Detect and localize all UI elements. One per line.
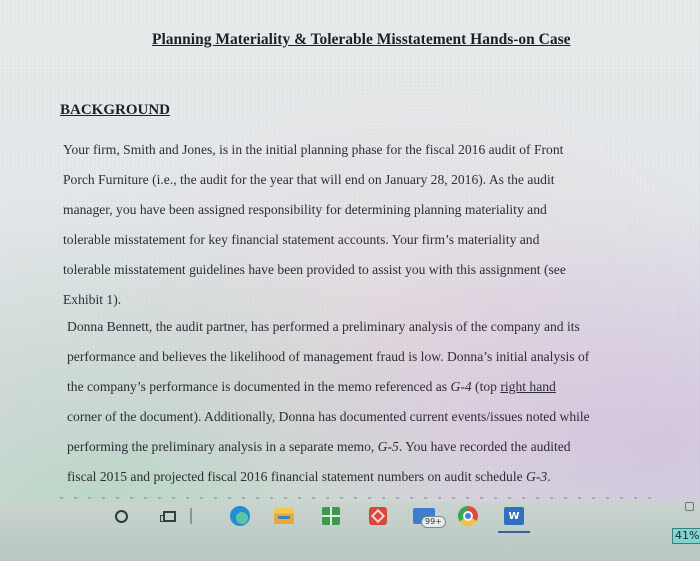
file-explorer-icon — [274, 508, 294, 524]
text-segment: performing the preliminary analysis in a separate memo, — [67, 439, 378, 454]
mail-unread-badge: 99+ — [421, 516, 446, 528]
store-taskbar-button[interactable] — [318, 503, 344, 529]
chrome-icon — [458, 506, 478, 526]
edge-icon — [230, 506, 250, 526]
taskbar-separator — [190, 508, 192, 524]
office-taskbar-button[interactable] — [365, 503, 391, 529]
paragraph-line: performance and believes the likelihood of management fraud is low. Donna’s initial analysis of — [67, 349, 590, 364]
memo-reference-g4: G-4 — [450, 379, 472, 394]
cortana-search-button[interactable] — [108, 504, 134, 528]
paragraph-background-2 — [67, 312, 590, 492]
edge-taskbar-button[interactable] — [227, 503, 253, 529]
mail-icon — [413, 508, 442, 526]
paragraph-line — [67, 432, 590, 462]
paragraph-line: manager, you have been assigned responsibility for determining planning materiality and — [63, 202, 547, 217]
text-segment: . You have recorded the audited — [398, 439, 571, 454]
cortana-icon — [115, 510, 128, 523]
paragraph-line: Exhibit 1). — [63, 292, 122, 307]
mail-taskbar-button[interactable] — [409, 503, 442, 529]
file-explorer-taskbar-button[interactable] — [271, 503, 297, 529]
memo-reference-g5: G-5 — [377, 439, 399, 454]
underlined-text-right-hand: right hand — [500, 379, 556, 394]
text-segment: the company’s performance is documented in the memo referenced as — [67, 379, 451, 394]
task-view-button[interactable] — [158, 504, 180, 528]
chrome-taskbar-button[interactable] — [455, 503, 481, 529]
section-heading-background: BACKGROUND — [60, 102, 171, 118]
paragraph-line: corner of the document). Additionally, Donna has documented current events/issues noted while — [67, 409, 590, 424]
office-icon — [369, 507, 387, 525]
word-icon-letter: W — [508, 510, 520, 522]
text-segment: fiscal 2015 and projected fiscal 2016 financial statement numbers on audit schedule — [67, 469, 527, 484]
word-taskbar-button[interactable] — [501, 503, 527, 529]
text-segment: (top — [471, 379, 501, 394]
paragraph-background-1 — [63, 135, 566, 315]
tray-icon — [685, 502, 694, 511]
paragraph-line: Donna Bennett, the audit partner, has performed a preliminary analysis of the company and its — [67, 319, 580, 334]
task-view-icon — [163, 511, 176, 522]
paragraph-line: tolerable misstatement guidelines have been provided to assist you with this assignment (see — [63, 262, 566, 277]
paragraph-line — [67, 372, 590, 402]
store-icon — [322, 507, 340, 525]
battery-indicator[interactable]: 41% — [672, 528, 700, 544]
text-segment: . — [547, 469, 551, 484]
document-title: Planning Materiality & Tolerable Misstatement Hands-on Case — [152, 31, 571, 48]
paragraph-line: Your firm, Smith and Jones, is in the initial planning phase for the fiscal 2016 audit of Front — [63, 142, 564, 157]
word-icon — [504, 507, 524, 525]
page-break-divider — [60, 497, 660, 499]
paragraph-line: tolerable misstatement for key financial statement accounts. Your firm’s materiality and — [63, 232, 540, 247]
schedule-reference-g3: G-3 — [526, 469, 548, 484]
paragraph-line: Porch Furniture (i.e., the audit for the year that will end on January 28, 2016). As the audit — [63, 172, 555, 187]
word-active-indicator — [498, 531, 530, 533]
tray-overflow-button[interactable] — [682, 500, 696, 512]
paragraph-line — [67, 462, 590, 492]
windows-taskbar — [0, 502, 700, 561]
